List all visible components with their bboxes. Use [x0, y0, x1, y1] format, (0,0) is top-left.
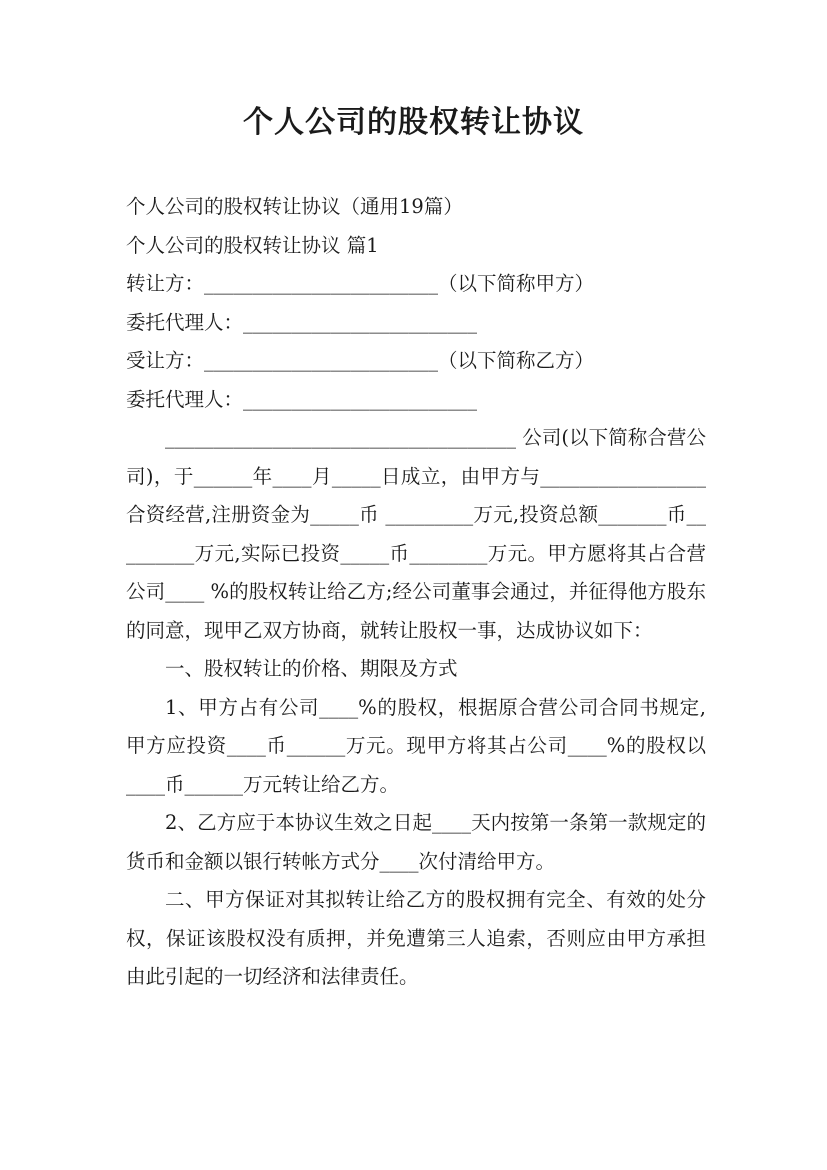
subtitle-line: 个人公司的股权转让协议（通用19篇）	[126, 195, 463, 218]
clause-2-paragraph: 2、乙方应于本协议生效之日起____天内按第一条第一款规定的货币和金额以银行转帐方式分____次付清给甲方。	[126, 811, 706, 873]
chapter-heading: 个人公司的股权转让协议 篇1	[126, 233, 379, 257]
document-body	[126, 188, 713, 997]
clause-1-paragraph: 1、甲方占有公司____%的股权，根据原合营公司合同书规定,甲方应投资____币______万元。现甲方将其占公司____%的股权以 ____币______万元转让给乙方。	[126, 695, 713, 796]
agent-line-1: 委托代理人：________________________	[126, 310, 478, 334]
agent-line-2: 委托代理人：________________________	[126, 387, 478, 411]
transferee-line: 受让方：________________________（以下简称乙方）	[126, 349, 595, 372]
section-2-paragraph: 二、甲方保证对其拟转让给乙方的股权拥有完全、有效的处分权，保证该股权没有质押，并免遭第三人追索，否则应由甲方承担由此引起的一切经济和法律责任。	[126, 888, 706, 988]
document-title: 个人公司的股权转让协议	[243, 105, 584, 140]
section-1-heading: 一、股权转让的价格、期限及方式	[165, 657, 458, 680]
intro-paragraph: ____________________________________ 公司(以下简称合营公司)，于______年____月_____日成立，由甲方与_________________合资经营,注册资金为_____币 _________万元,投资总额_______币_________万元,实际已投资_____币________万元。甲方愿将其占合营公司____ %的股权转让给乙方;经公司董事会通过，并征得他方股东的同意，现甲乙双方协商，就转让股权一事，达成协议如下：	[126, 426, 706, 642]
transferor-line: 转让方：________________________（以下简称甲方）	[126, 272, 595, 295]
